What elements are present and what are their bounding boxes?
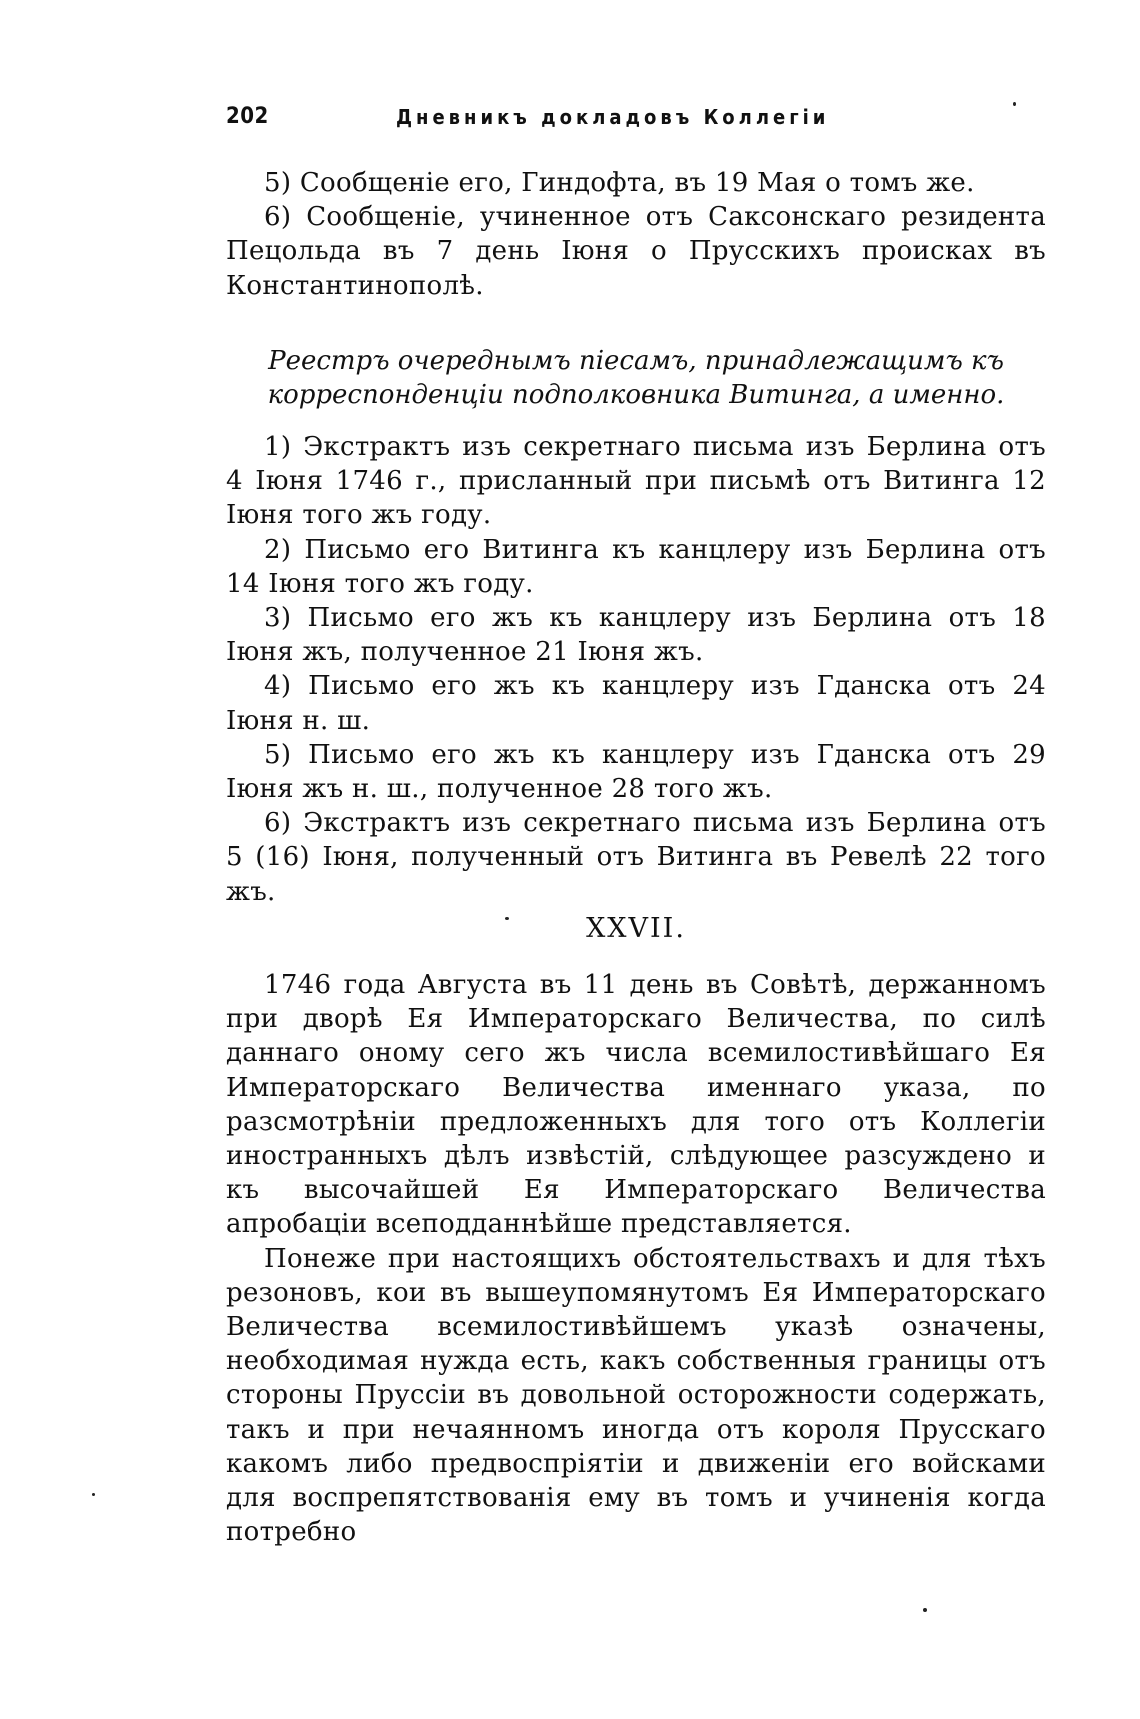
- print-speck: [92, 1493, 95, 1496]
- register-heading: Реестръ очереднымъ піесамъ, принадлежащимъ къ корреспонденціи подполковника Витинга, а именно.: [267, 346, 1005, 411]
- print-speck: [505, 917, 509, 920]
- council-paragraph: Понеже при настоящихъ обстоятельствахъ и для тѣхъ резоновъ, кои въ вышеупомянутомъ Ея Императорскаго Величества всемилостивѣйшемъ указѣ означены, необходимая нужда есть, какъ собственныя границы отъ стороны Пруссіи въ довольной осторожности содержать, такъ и при нечаянномъ иногда отъ короля Прусскаго какомъ либо предвоспріятіи и движеніи его войсками для воспрепятствованія ему въ томъ и учиненія когда потребно: [226, 1243, 1046, 1548]
- council-paragraph: 1746 года Августа въ 11 день въ Совѣтѣ, держанномъ при дворѣ Ея Императорскаго Величества, по силѣ даннаго оному сего жъ числа всемилостивѣйшаго Ея Императорскаго Величества именнаго указа, по разсмотрѣніи предложенныхъ для того отъ Коллегіи иностранныхъ дѣлъ извѣстій, слѣдующее разсуждено и къ высочайшей Ея Императорскаго Величества апробаціи всеподданнѣйше представляется.: [226, 970, 1046, 1240]
- register-item: 6) Экстрактъ изъ секретнаго письма изъ Берлина отъ 5 (16) Іюня, полученный отъ Витинга въ Ревелѣ 22 того жъ.: [226, 808, 1046, 907]
- register-item: 4) Письмо его жъ къ канцлеру изъ Гданска отъ 24 Іюня н. ш.: [226, 671, 1046, 736]
- register-item: 2) Письмо его Витинга къ канцлеру изъ Берлина отъ 14 Іюня того жъ году.: [226, 534, 1046, 599]
- register-list: [226, 430, 1046, 909]
- running-title: Дневникъ докладовъ Коллегіи: [396, 105, 830, 129]
- page-number: 202: [226, 104, 269, 129]
- intro-item: 6) Сообщеніе, учиненное отъ Саксонскаго резидента Пецольда въ 7 день Іюня о Прусскихъ происках въ Константинополѣ.: [226, 202, 1046, 301]
- register-item: 5) Письмо его жъ къ канцлеру изъ Гданска отъ 29 Іюня жъ н. ш., полученное 28 того жъ.: [226, 739, 1046, 805]
- print-speck: [1013, 102, 1016, 106]
- register-item: 3) Письмо его жъ къ канцлеру изъ Берлина отъ 18 Іюня жъ, полученное 21 Іюня жъ.: [226, 603, 1046, 668]
- page-header: [226, 104, 1046, 140]
- intro-item: 5) Сообщеніе его, Гиндофта, въ 19 Мая о томъ же.: [264, 168, 975, 198]
- section-number: XXVII.: [586, 913, 686, 944]
- intro-items: [226, 166, 1046, 303]
- council-text: [226, 968, 1046, 1549]
- register-item: 1) Экстрактъ изъ секретнаго письма изъ Берлина отъ 4 Іюня 1746 г., присланный при письмѣ отъ Витинга 12 Іюня того жъ году.: [226, 432, 1046, 531]
- print-speck: [923, 1608, 927, 1612]
